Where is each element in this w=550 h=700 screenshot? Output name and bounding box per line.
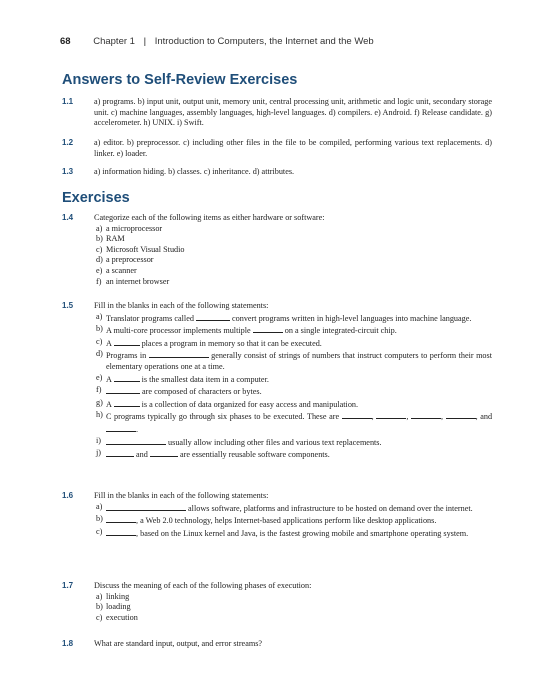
fill-blank: [106, 385, 140, 394]
list-item: d) a preprocessor: [96, 255, 154, 265]
header-separator: |: [143, 36, 147, 47]
exercise-1-8: [62, 639, 492, 650]
fill-blank: [106, 423, 136, 432]
fill-blank: [106, 502, 186, 511]
fill-blank: [114, 398, 140, 407]
exercise-1-6: [62, 491, 492, 539]
answer-1-3: [62, 167, 492, 178]
list-item: a) allows software, platforms and infrastructure to be hosted on demand over the internet.: [96, 501, 473, 513]
exercise-1-7: [62, 581, 492, 623]
exercise-number: 1.8: [62, 639, 74, 648]
list-item: c) A places a program in memory so that it can be executed.: [96, 336, 322, 348]
chapter-label: Chapter 1: [93, 36, 135, 47]
fill-blank: [150, 448, 178, 457]
list-item: e) a scanner: [96, 265, 137, 275]
fill-blank: [114, 337, 140, 346]
chapter-title: Introduction to Computers, the Internet and the Web: [154, 36, 374, 47]
answer-text: a) editor. b) preprocessor. c) including other files in the file to be compiled, performing various text replacements. d) linker. e) loader.: [94, 138, 492, 158]
list-item: g) A is a collection of data organized for easy access and manipulation.: [96, 397, 359, 409]
list-item: e) A is the smallest data item in a computer.: [96, 372, 269, 384]
list-item: b) A multi-core processor implements multiple on a single integrated-circuit chip.: [96, 324, 397, 336]
fill-blank: [196, 312, 230, 321]
exercise-number: 1.7: [62, 581, 74, 590]
exercises-heading: Exercises: [62, 190, 130, 206]
answer-number: 1.1: [62, 97, 74, 106]
exercise-number: 1.5: [62, 301, 74, 310]
list-item: c) Microsoft Visual Studio: [96, 244, 185, 254]
running-header: [60, 36, 510, 47]
exercise-1-5: [62, 301, 492, 461]
fill-blank: [342, 410, 372, 419]
fill-blank: [106, 527, 136, 536]
list-item: h) C programs typically go through six phases to be executed. These are , , , , and .: [96, 410, 493, 434]
fill-blank: [106, 436, 166, 445]
fill-blank: [149, 349, 209, 358]
exercise-1-4: [62, 213, 492, 287]
exercise-intro: Fill in the blanks in each of the following statements:: [94, 491, 269, 500]
list-item: a) a microprocessor: [96, 223, 163, 233]
list-item: j) and are essentially reusable software components.: [96, 448, 330, 460]
list-item: d) Programs in generally consist of strings of numbers that instruct computers to perform their most elementary operations one at a time.: [96, 349, 492, 371]
exercise-intro: Fill in the blanks in each of the following statements:: [94, 301, 269, 310]
answers-heading: Answers to Self-Review Exercises: [62, 72, 298, 88]
fill-blank: [376, 410, 406, 419]
fill-blank: [446, 410, 476, 419]
list-item: c) , based on the Linux kernel and Java, is the fastest growing mobile and smartphone operating system.: [96, 526, 469, 538]
list-item: c) execution: [96, 612, 138, 622]
fill-blank: [106, 514, 136, 523]
list-item: b) loading: [96, 602, 131, 612]
answer-1-2: [62, 138, 492, 159]
list-item: f) are composed of characters or bytes.: [96, 385, 262, 397]
list-item: f) an internet browser: [96, 276, 170, 286]
answer-text: a) programs. b) input unit, output unit, memory unit, central processing unit, arithmetic and logic unit, secondary storage unit. c) machine languages, assembly languages, high-level languages. d) compilers. e) Android. f) Release candidate. g) accelerometer. h) UNIX. i) Swift.: [94, 97, 492, 128]
fill-blank: [253, 324, 283, 333]
list-item: a) Translator programs called convert programs written in high-level languages into machine language.: [96, 311, 472, 323]
list-item: b) RAM: [96, 234, 125, 244]
fill-blank: [114, 373, 140, 382]
exercise-intro: Categorize each of the following items as either hardware or software:: [94, 213, 325, 222]
answer-number: 1.3: [62, 167, 74, 176]
list-item: b) , a Web 2.0 technology, helps Internet-based applications perform like desktop applications.: [96, 514, 437, 526]
fill-blank: [106, 448, 134, 457]
answer-number: 1.2: [62, 138, 74, 147]
list-item: i) usually allow including other files and various text replacements.: [96, 435, 382, 447]
answer-1-1: [62, 97, 492, 129]
answer-text: a) information hiding. b) classes. c) inheritance. d) attributes.: [94, 167, 295, 176]
fill-blank: [411, 410, 441, 419]
exercise-number: 1.6: [62, 491, 74, 500]
exercise-text: What are standard input, output, and error streams?: [94, 639, 263, 648]
exercise-intro: Discuss the meaning of each of the following phases of execution:: [94, 581, 312, 590]
page-number: 68: [60, 36, 71, 47]
list-item: a) linking: [96, 591, 130, 601]
exercise-number: 1.4: [62, 213, 74, 222]
